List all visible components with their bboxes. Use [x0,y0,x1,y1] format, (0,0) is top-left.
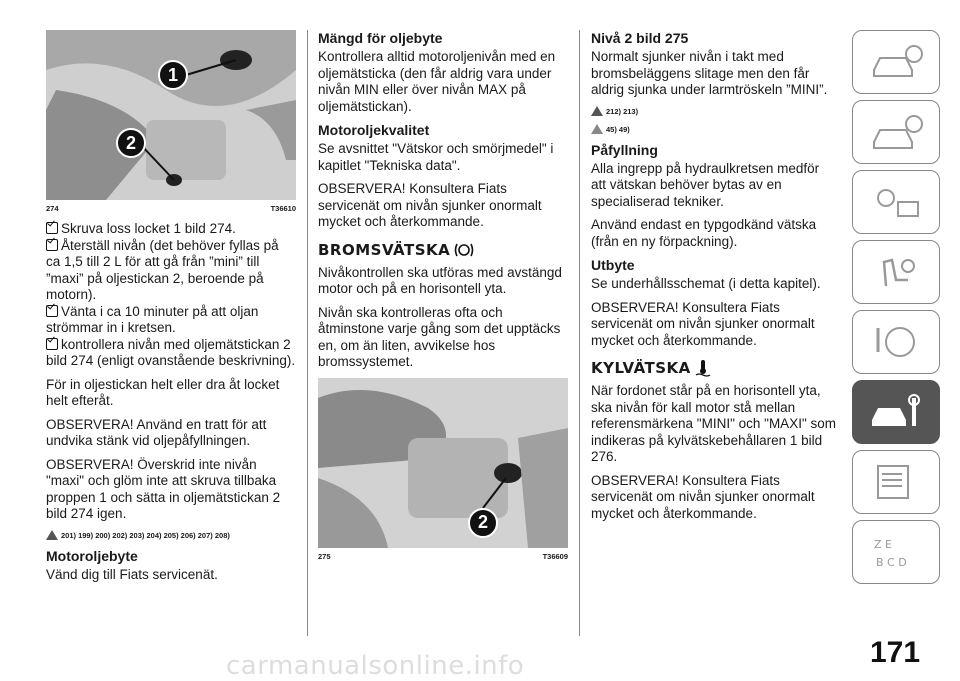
figure-number: 274 [46,204,59,213]
figure-code: T36609 [542,551,568,561]
paragraph: För in oljestickan helt eller dra åt locket helt efteråt. [46,376,280,408]
paragraph: OBSERVERA! Konsultera Fiats servicenät om nivån sjunker onormalt mycket och återkommande. [591,299,815,348]
paragraph: Kontrollera alltid motoroljenivån med en oljemätsticka (den får aldrig vara under nivån MIN eller över nivån MAX på oljemätstickan). [318,49,556,114]
step-text: kontrollera nivån med oljemätstickan 2 bild 274 (enligt ovanstående beskrivning). [46,336,296,368]
paragraph: Alla ingrepp på hydraulkretsen medför att vätskan behöver bytas av en specialiserad tekniker. [591,160,820,209]
paragraph: OBSERVERA! Konsultera Fiats servicenät om nivån sjunker onormalt mycket och återkommande. [591,472,815,521]
section-heading: Påfyllning [591,141,658,158]
warning-ref-text: 212) 213) [606,106,639,116]
tab-lights-messages[interactable] [852,170,940,234]
step-item [46,238,296,304]
car-warning-icon [866,112,926,152]
warning-triangle-icon [591,106,603,116]
column-1 [46,30,296,590]
warning-ref-text: 45) 49) [606,124,630,134]
car-info-icon [866,42,926,82]
svg-text:Z E: Z E [874,538,892,551]
warning-references [46,530,296,540]
figure-number: 275 [318,551,331,561]
callout-2: 2 [116,128,146,158]
section-heading: Motoroljekvalitet [318,122,430,138]
figure-caption [318,552,568,561]
coolant-temperature-icon [695,359,711,377]
watermark: carmanualsonline.info [226,651,525,681]
light-mail-icon [866,182,926,222]
callout-1: 1 [158,60,188,90]
tab-maintenance[interactable] [852,380,940,444]
brake-fluid-title [318,241,568,259]
paragraph: OBSERVERA! Konsultera Fiats servicenät om nivån sjunker onormalt mycket och återkommande. [318,181,542,229]
step-text: Vänta i ca 10 minuter på att oljan strömmar in i kretsen. [46,303,259,335]
paragraph: Använd endast en typgodkänd vätska (från en ny förpackning). [591,217,817,249]
column-divider [307,30,308,636]
step-text: Skruva loss locket 1 bild 274. [61,221,236,236]
engine-photo-275 [318,378,568,548]
paragraph: Normalt sjunker nivån i takt med bromsbeläggens slitage men den får aldrig sjunka under larmtröskeln ”MINI”. [591,49,828,97]
tab-technical-data[interactable] [852,450,940,514]
engine-photo-274 [46,30,296,200]
engine-illustration [318,378,568,548]
warning-triangle-icon [46,530,58,540]
checkbox-icon [46,239,58,251]
engine-illustration [46,30,296,200]
column-2 [318,30,568,569]
checkbox-icon [46,222,58,234]
tab-car-info[interactable] [852,30,940,94]
paragraph: Nivåkontrollen ska utföras med avstängd motor och på en horisontell yta. [318,264,562,296]
paragraph: Se underhållsschemat (i detta kapitel). [591,276,821,291]
paragraph: OBSERVERA! Överskrid inte nivån "maxi" och glöm inte att skruva tillbaka proppen 1 och sätta in oljemätstickan 2 bild 274 igen. [46,456,281,521]
step-item [46,304,296,337]
warning-ref-text: 201) 199) 200) 202) 203) 204) 205) 206) 207) 208) [61,530,230,540]
tab-starting-driving[interactable] [852,310,940,374]
checklist-icon [866,462,926,502]
warning-references [591,106,836,116]
section-heading: Motoroljebyte [46,547,138,564]
section-heading: Mängd för oljebyte [318,30,443,46]
alphabet-index-icon [866,532,926,572]
figure-caption [46,204,296,213]
figure-code: T36610 [270,204,296,213]
checkbox-icon [46,305,58,317]
paragraph: Se avsnittet "Vätskor och smörjmedel" i kapitlet "Tekniska data". [318,141,554,173]
section-heading: Nivå 2 bild 275 [591,30,689,46]
page-number: 171 [870,636,921,669]
coolant-title [591,359,836,377]
step-item [46,221,296,238]
caution-references [591,124,836,134]
section-title-text: BROMSVÄTSKA [318,240,451,259]
paragraph: OBSERVERA! Använd en tratt för att undvika stänk vid oljepåfyllningen. [46,416,267,448]
column-divider [579,30,580,636]
step-text: Återställ nivån (det behöver fyllas på ca 1,5 till 2 L för att gå från ”mini” till ”maxi” på oljestickan 2, beroende på motorn). [46,237,279,302]
section-title-text: KYLVÄTSKA [591,359,691,377]
tab-safety[interactable] [852,240,940,304]
caution-triangle-icon [591,124,603,134]
svg-text:B C D: B C D [876,556,907,569]
paragraph: När fordonet står på en horisontell yta, ska nivån för kall motor stå mellan referensmärkena "MINI" och "MAXI" som indikeras på kylvätskebehållaren 1 bild 276. [591,383,836,464]
tab-car-warning[interactable] [852,100,940,164]
column-3 [591,30,836,529]
car-wrench-icon [866,392,926,432]
steering-key-icon [866,322,926,362]
brake-warning-icon [454,242,474,258]
chapter-tabs [852,30,942,590]
paragraph: Nivån ska kontrolleras ofta och åtminstone varje gång som det upptäcks en, om än liten, avvikelse hos bromssystemet. [318,304,561,369]
callout-2: 2 [468,508,498,538]
section-heading: Utbyte [591,257,635,273]
step-item [46,337,296,370]
checkbox-icon [46,338,58,350]
seat-airbag-icon [866,252,926,292]
paragraph: Vänd dig till Fiats servicenät. [46,566,218,582]
tab-index[interactable] [852,520,940,584]
